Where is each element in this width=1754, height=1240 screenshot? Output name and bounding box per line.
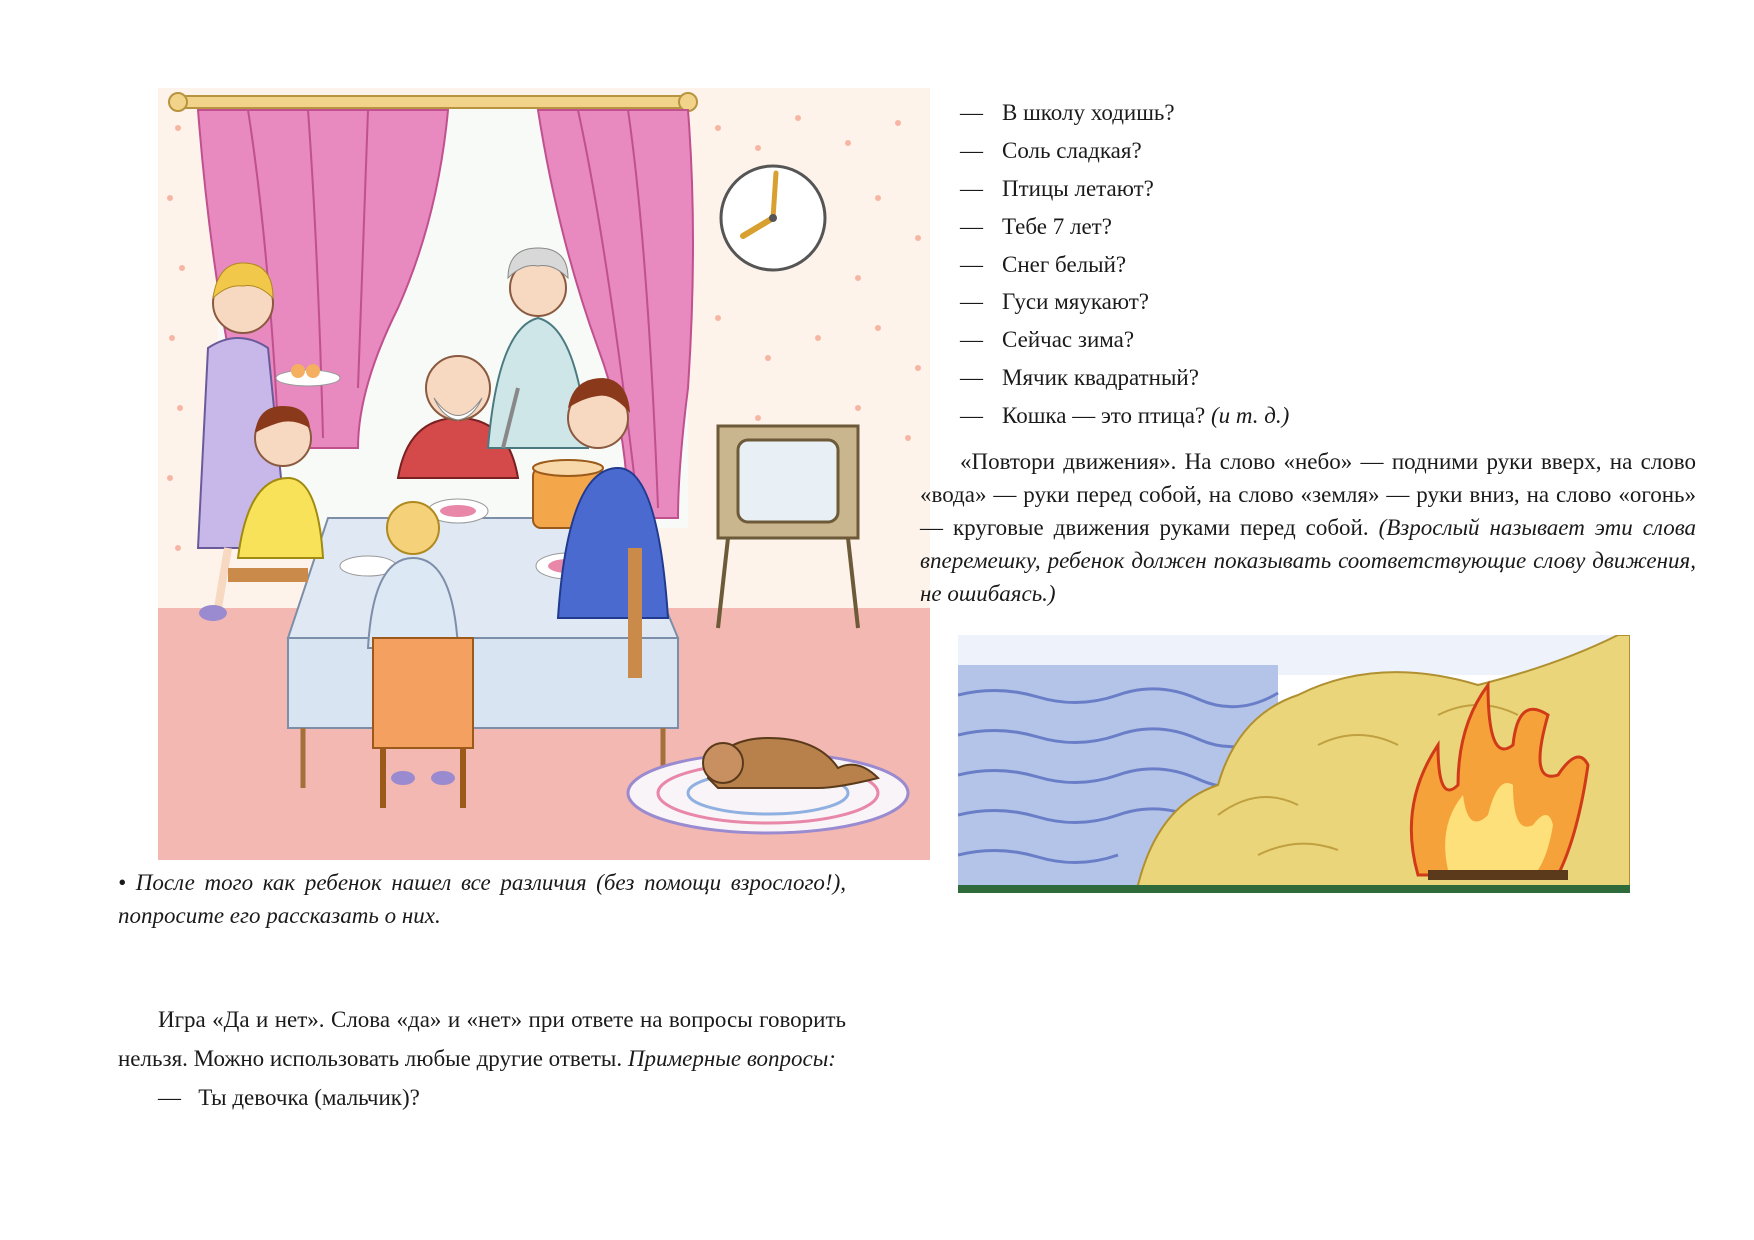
- sample-questions-label: Примерные вопросы:: [627, 1046, 836, 1071]
- question-dash: —: [960, 327, 983, 353]
- question-dash: —: [158, 1085, 181, 1110]
- wall-clock-icon: [721, 166, 825, 270]
- first-question-line: [118, 1078, 846, 1117]
- question-text: Кошка — это птица?: [1002, 403, 1206, 429]
- repeat-movements-note: (Взрослый называет эти слова вперемешку, ребенок должен показывать соответствующие слову движения, не ошибаясь.): [920, 515, 1697, 606]
- question-dash: —: [960, 213, 983, 239]
- curtain-rod: [178, 96, 688, 108]
- question-dash: —: [960, 100, 983, 125]
- game-yes-no: [118, 1000, 846, 1117]
- repeat-movements-paragraph: [920, 445, 1696, 610]
- question-dash: —: [960, 403, 983, 429]
- question-text: Соль сладкая?: [1002, 137, 1142, 163]
- question-text: Тебе 7 лет?: [1002, 213, 1112, 239]
- questions-note: (и т. д.): [1210, 403, 1290, 429]
- game-yes-no-intro-text: Игра «Да и нет». Слова «да» и «нет» при ответе на вопросы говорить нельзя. Можно использовать любые другие ответы.: [118, 1007, 846, 1071]
- first-question: Ты девочка (мальчик)?: [198, 1085, 420, 1110]
- question-item: [960, 94, 1289, 132]
- family-dinner-illustration: [158, 88, 930, 860]
- questions-list: [960, 94, 1289, 435]
- question-text: Снег белый?: [1002, 251, 1127, 277]
- illustration-caption: • После того как ребенок нашел все различия (без помощи взрослого!), попросите его рассказать о них.: [118, 870, 846, 928]
- question-item: [960, 397, 1289, 435]
- question-item: [960, 283, 1289, 321]
- question-dash: —: [960, 289, 983, 315]
- game-yes-no-intro: [118, 1000, 846, 1078]
- question-text: В школу ходишь?: [1002, 100, 1175, 125]
- question-text: Гуси мяукают?: [1002, 289, 1149, 315]
- question-dash: —: [960, 137, 983, 163]
- question-item: [960, 321, 1289, 359]
- question-item: [960, 208, 1289, 246]
- question-text: Птицы летают?: [1002, 175, 1154, 201]
- repeat-movements-text: «Повтори движения». На слово «небо» — подними руки вверх, на слово «вода» — руки перед собой, на слово «земля» — руки вниз, на слово «огонь» — круговые движения руками перед собой.: [920, 449, 1696, 540]
- question-item: [960, 246, 1289, 284]
- question-dash: —: [960, 365, 983, 391]
- question-dash: —: [960, 251, 983, 277]
- question-item: [960, 170, 1289, 208]
- elements-illustration: [958, 635, 1630, 893]
- question-text: Мячик квадратный?: [1002, 365, 1199, 391]
- question-item: [960, 359, 1289, 397]
- repeat-movements-game: [920, 445, 1696, 610]
- question-text: Сейчас зима?: [1002, 327, 1135, 353]
- question-item: [960, 132, 1289, 170]
- question-dash: —: [960, 175, 983, 201]
